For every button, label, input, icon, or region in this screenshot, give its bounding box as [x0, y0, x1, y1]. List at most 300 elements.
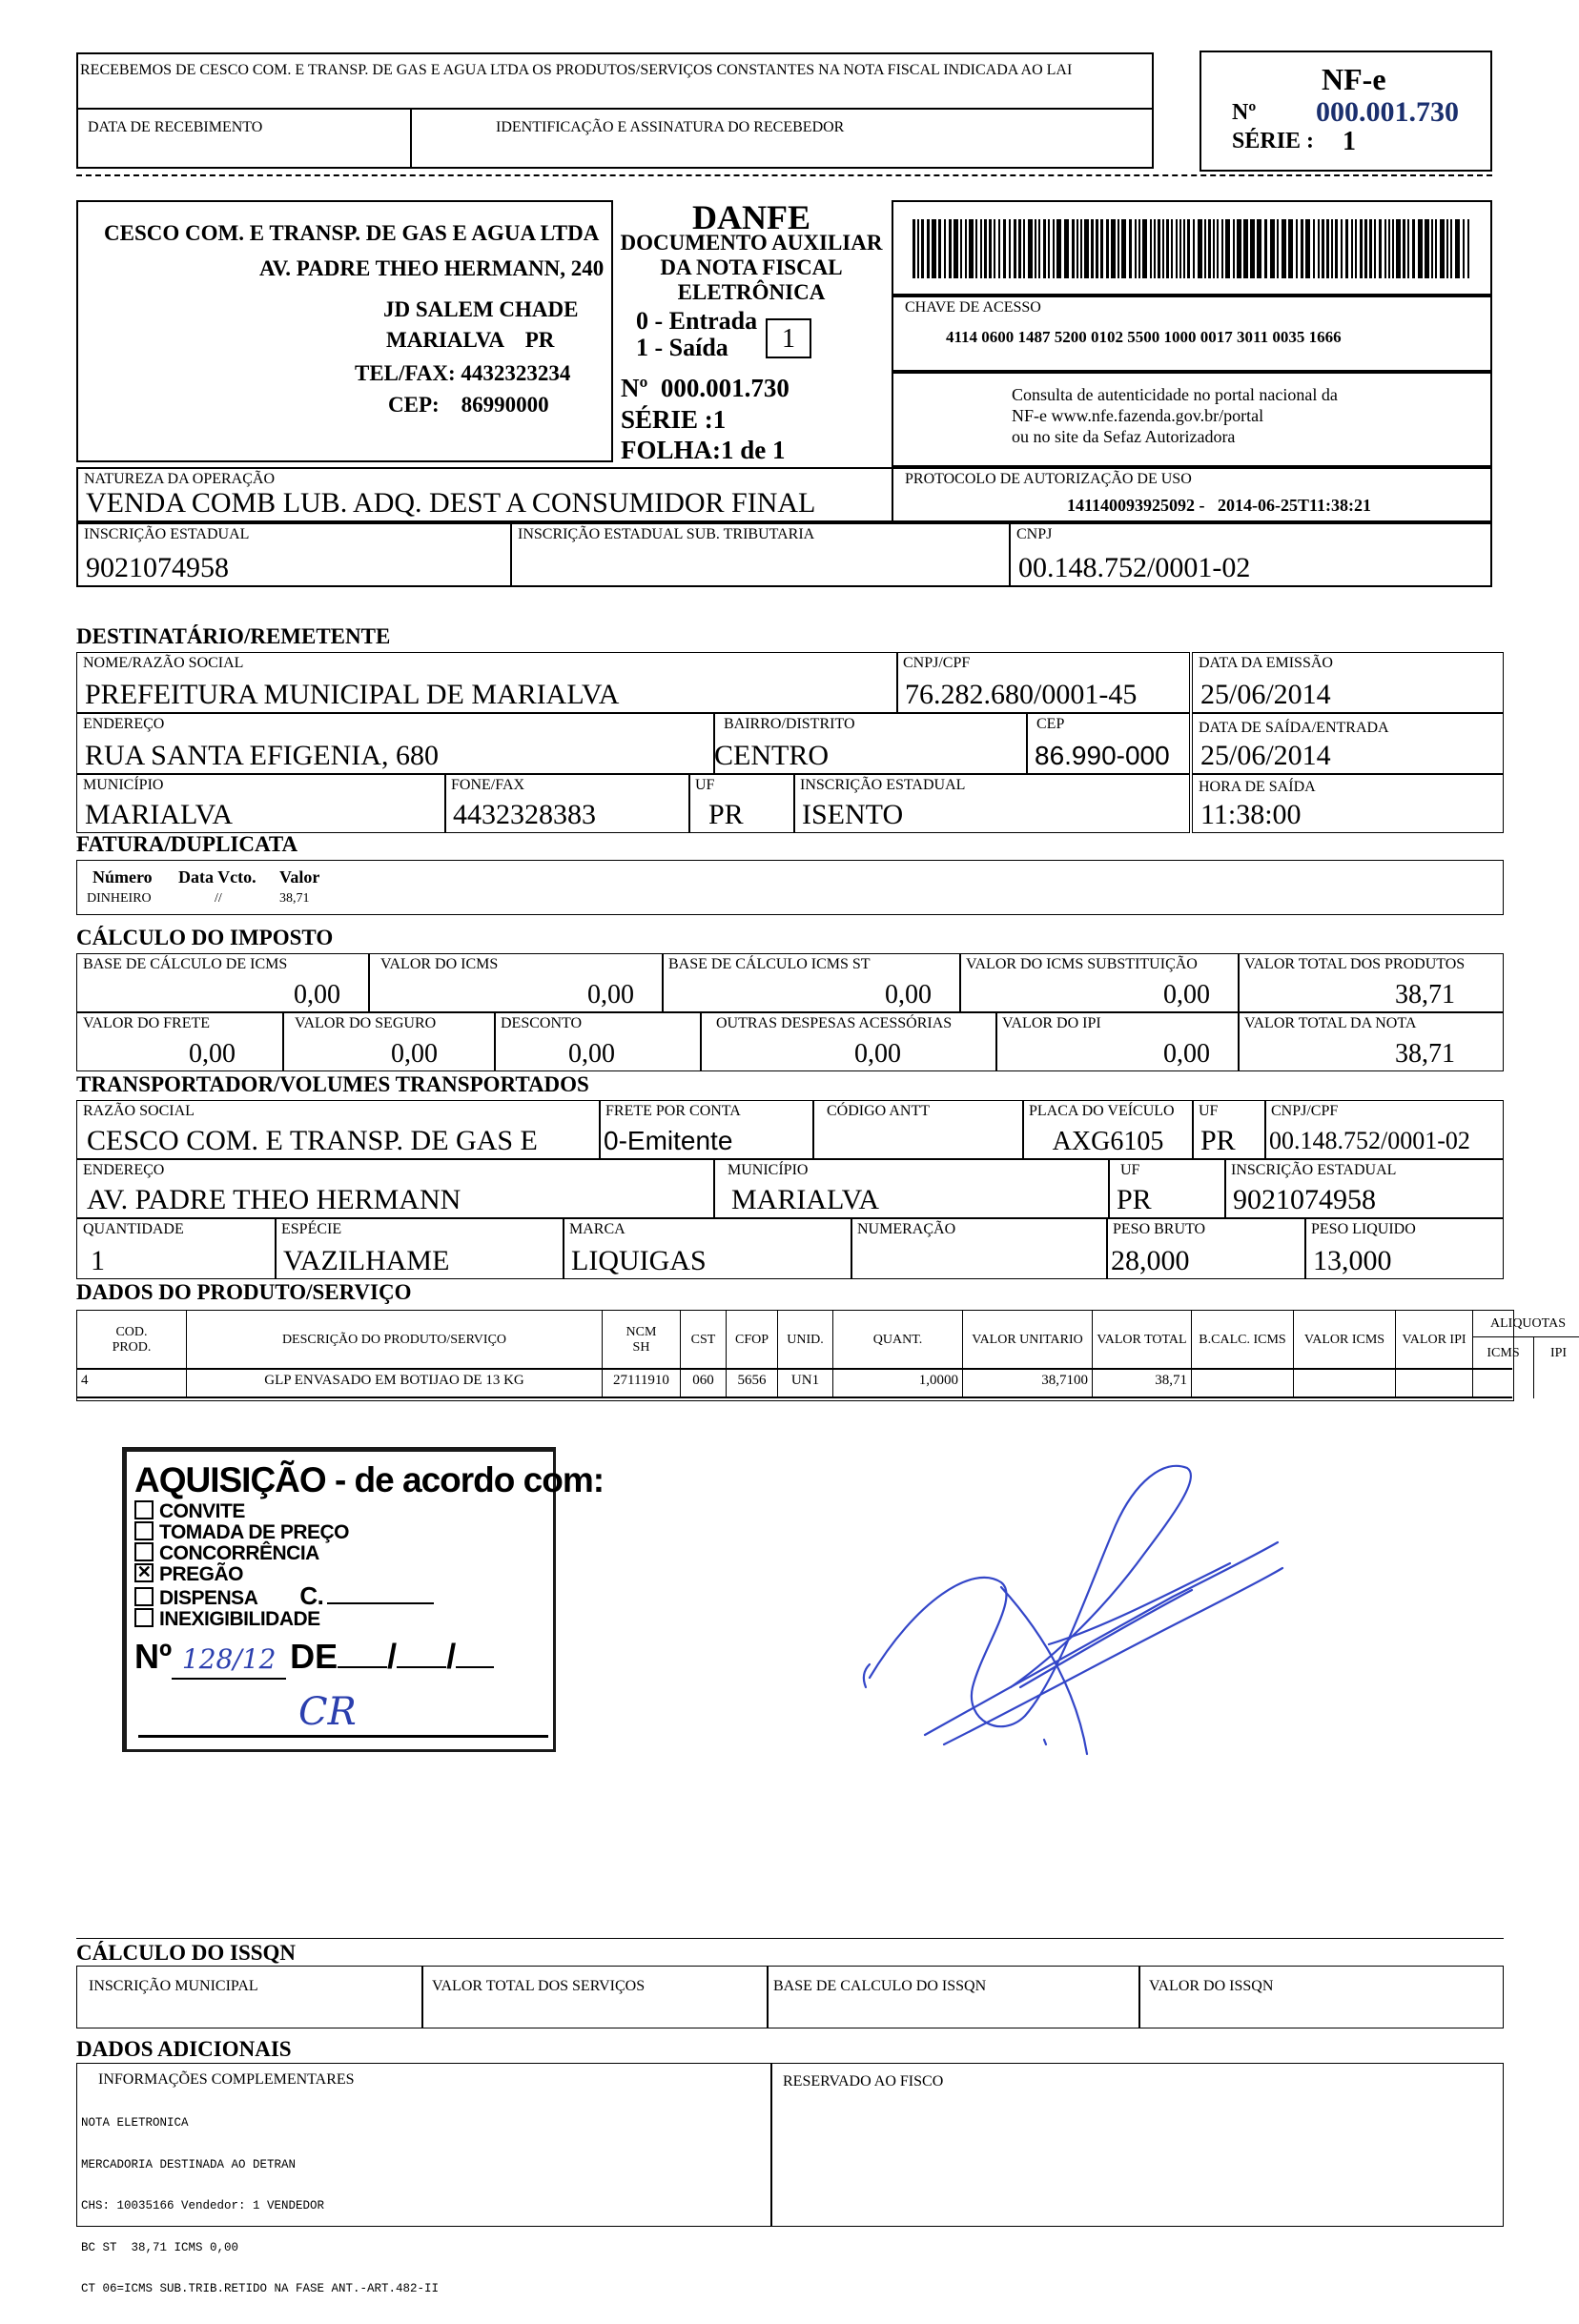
convite-checkbox-icon: [134, 1500, 154, 1519]
info-line: BC ST 38,71 ICMS 0,00: [81, 2240, 239, 2254]
barcode-bar: [1412, 219, 1415, 278]
row-code: 4: [77, 1370, 187, 1398]
products-total-field: [1238, 953, 1504, 1012]
carrier-address-field: [76, 1159, 715, 1218]
carrier-uf: PR: [1200, 1125, 1236, 1156]
icms-base-label: BASE DE CÁLCULO DE ICMS: [83, 956, 288, 972]
col-qty: QUANT.: [833, 1311, 963, 1370]
barcode-bar: [927, 219, 930, 278]
barcode-bar: [1431, 219, 1433, 278]
row-ncm: 27111910: [603, 1370, 681, 1398]
antt-label: CÓDIGO ANTT: [827, 1103, 930, 1119]
barcode-bar: [1056, 219, 1061, 278]
barcode-bar: [1467, 219, 1469, 278]
col-rate-icms: ICMS: [1473, 1337, 1534, 1370]
barcode-bar: [1135, 219, 1137, 278]
info-line: CHS: 10035166 Vendedor: 1 VENDEDOR: [81, 2199, 325, 2212]
nfe-series: 1: [1343, 127, 1356, 156]
net-weight-label: PESO LIQUIDO: [1311, 1221, 1416, 1237]
barcode-bar: [1250, 219, 1255, 278]
recipient-cnpj-field: [896, 652, 1190, 713]
issuer-phone: TEL/FAX: 4432323234: [355, 361, 571, 385]
carrier-address-label: ENDEREÇO: [83, 1162, 165, 1178]
recipient-name-label: NOME/RAZÃO SOCIAL: [83, 655, 244, 671]
table-row: [77, 1370, 1512, 1398]
col-ipi: VALOR IPI: [1396, 1311, 1473, 1370]
barcode-bar: [932, 219, 936, 278]
col-code: COD. PROD.: [77, 1311, 187, 1370]
icms-st-label: VALOR DO ICMS SUBSTITUIÇÃO: [966, 956, 1198, 972]
icms-field: [368, 953, 664, 1012]
barcode-bar: [1288, 219, 1293, 278]
net-weight-field: [1304, 1218, 1504, 1279]
additional-info-lines: [81, 2089, 439, 2324]
barcode-bar: [1364, 219, 1367, 278]
stamp-options: [134, 1501, 434, 1630]
nfe-number: 000.001.730: [1316, 96, 1459, 128]
carrier-city-field: [713, 1159, 1110, 1218]
issqn-services-field: [421, 1966, 769, 2028]
recipient-name: PREFEITURA MUNICIPAL DE MARIALVA: [85, 679, 620, 710]
carrier-ie-field: [1224, 1159, 1504, 1218]
row-rate-ipi: [1534, 1370, 1579, 1398]
barcode-bar: [1264, 219, 1267, 278]
barcode-bar: [1326, 219, 1329, 278]
barcode-bar: [1331, 219, 1333, 278]
recipient-address-field: [76, 713, 715, 774]
carrier-uf2: PR: [1117, 1184, 1152, 1215]
additional-section-title: DADOS ADICIONAIS: [76, 2037, 292, 2061]
barcode-bar: [1296, 219, 1298, 278]
plate-label: PLACA DO VEÍCULO: [1029, 1103, 1175, 1119]
recipient-uf-field: [688, 774, 795, 833]
barcode-bar: [1028, 219, 1033, 278]
barcode-bar: [975, 219, 977, 278]
protocol-label: PROTOCOLO DE AUTORIZAÇÃO DE USO: [905, 471, 1192, 487]
exit-time-label: HORA DE SAÍDA: [1199, 779, 1316, 795]
invoice-number-header: Número: [92, 867, 153, 887]
issuer-cep: CEP: 86990000: [388, 393, 549, 417]
inexigibilidade-checkbox-icon: [134, 1608, 154, 1627]
barcode-bar: [1018, 219, 1021, 278]
icms-st-base: 0,00: [885, 980, 932, 1009]
receipt-signature-label: IDENTIFICAÇÃO E ASSINATURA DO RECEBEDOR: [496, 119, 845, 135]
danfe-sheet: FOLHA:1 de 1: [621, 436, 786, 464]
col-unit: UNID.: [778, 1311, 833, 1370]
stamp-number-label: Nº: [134, 1637, 173, 1676]
exit-date-field: [1192, 713, 1504, 774]
volume-kind-field: [275, 1218, 564, 1279]
issuer-district: JD SALEM CHADE: [383, 297, 579, 321]
receipt-date-field[interactable]: [78, 110, 412, 167]
barcode-bar: [1440, 219, 1445, 278]
recipient-district-label: BAIRRO/DISTRITO: [724, 716, 855, 732]
exit-time-field: [1192, 774, 1504, 833]
insurance: 0,00: [391, 1039, 438, 1069]
products-total: 38,71: [1395, 980, 1455, 1009]
exit-time: 11:38:00: [1200, 799, 1302, 830]
recipient-uf: PR: [708, 799, 744, 830]
nature-value: VENDA COMB LUB. ADQ. DEST A CONSUMIDOR FINAL: [86, 487, 816, 519]
row-cfop: 5656: [727, 1370, 778, 1398]
barcode-bar: [1446, 219, 1448, 278]
discount-field: [494, 1012, 702, 1071]
barcode-bar: [1217, 219, 1219, 278]
danfe-subtitle-2: DA NOTA FISCAL: [660, 255, 843, 279]
nature-field: [76, 467, 894, 522]
row-ipi: [1396, 1370, 1473, 1398]
barcode-bar: [1084, 219, 1089, 278]
barcode-bar: [913, 219, 915, 278]
barcode-bar: [1187, 219, 1190, 278]
barcode-bar: [1407, 219, 1409, 278]
volume-brand-field: [563, 1218, 852, 1279]
carrier-uf-field: [1192, 1100, 1266, 1159]
barcode-bar: [938, 219, 941, 278]
icms-base-field: [76, 953, 370, 1012]
carrier-uf2-field: [1108, 1159, 1226, 1218]
barcode-bar: [1379, 219, 1382, 278]
reserved-box: [770, 2063, 1504, 2227]
danfe-subtitle-3: ELETRÔNICA: [677, 280, 826, 304]
barcode-bar: [1355, 219, 1357, 278]
barcode-bar: [1392, 219, 1394, 278]
volume-qty-field: [76, 1218, 277, 1279]
freight: 0,00: [189, 1039, 236, 1069]
barcode-bar: [1243, 219, 1248, 278]
col-icms: VALOR ICMS: [1294, 1311, 1396, 1370]
barcode-bar: [1341, 219, 1343, 278]
plate: AXG6105: [1052, 1127, 1164, 1156]
barcode-bar: [1176, 219, 1178, 278]
col-bc-icms: B.CALC. ICMS: [1192, 1311, 1294, 1370]
barcode-bar: [921, 219, 924, 278]
barcode-bar: [1396, 219, 1401, 278]
barcode-bar: [998, 219, 1000, 278]
danfe-block: [613, 200, 890, 467]
access-key-label: CHAVE DE ACESSO: [905, 299, 1041, 316]
barcode-bar: [1154, 219, 1156, 278]
barcode-bar: [1009, 219, 1011, 278]
recipient-phone-field: [444, 774, 690, 833]
volume-numbering-field: [851, 1218, 1108, 1279]
volume-brand-label: MARCA: [569, 1221, 625, 1237]
recipient-cep: 86.990-000: [1035, 741, 1170, 770]
gross-weight-field: [1106, 1218, 1306, 1279]
row-cst: 060: [681, 1370, 727, 1398]
other-expenses-field: [700, 1012, 997, 1071]
barcode-bar: [989, 219, 992, 278]
recipient-uf-label: UF: [695, 777, 715, 793]
issuer-box: [76, 200, 613, 462]
carrier-name-field: [76, 1100, 601, 1159]
ipi: 0,00: [1163, 1039, 1210, 1069]
reserved-label: RESERVADO AO FISCO: [783, 2073, 944, 2090]
nfe-number-label: Nº: [1232, 100, 1257, 125]
barcode-bar: [1150, 219, 1152, 278]
barcode-bar: [1351, 219, 1353, 278]
checked-checkbox-icon: ✕: [134, 1563, 154, 1582]
danfe-number: Nº 000.001.730: [621, 374, 790, 402]
icms-label: VALOR DO ICMS: [380, 956, 499, 972]
barcode-bar: [1318, 219, 1320, 278]
other-expenses: 0,00: [854, 1039, 901, 1069]
recipient-ie: ISENTO: [802, 799, 904, 830]
issuer-cnpj-field: [1009, 522, 1492, 587]
recipient-ie-field: [793, 774, 1190, 833]
barcode-bar: [1225, 219, 1230, 278]
barcode-bar: [1270, 219, 1275, 278]
barcode-bar: [965, 219, 967, 278]
issqn-base-label: BASE DE CALCULO DO ISSQN: [773, 1978, 987, 1994]
issuer-ie-field: [76, 522, 512, 587]
invoice-due: //: [215, 891, 222, 906]
barcode-bar: [1208, 219, 1211, 278]
barcode-bar: [1043, 219, 1046, 278]
carrier-cnpj: 00.148.752/0001-02: [1269, 1127, 1470, 1154]
barcode-bar: [1388, 219, 1390, 278]
barcode-bar: [1100, 219, 1103, 278]
invoice-value-header: Valor: [279, 867, 320, 887]
carrier-cnpj-label: CNPJ/CPF: [1271, 1103, 1339, 1119]
info-line: NOTA ELETRONICA: [81, 2116, 189, 2130]
invoice-box: [76, 860, 1504, 915]
recipient-phone-label: FONE/FAX: [451, 777, 525, 793]
recipient-city-field: [76, 774, 446, 833]
danfe-entry: 0 - Entrada: [636, 307, 758, 335]
other-expenses-label: OUTRAS DESPESAS ACESSÓRIAS: [716, 1015, 953, 1031]
protocol-field: [892, 467, 1492, 522]
barcode-bar: [969, 219, 974, 278]
col-rates: ALIQUOTAS: [1473, 1311, 1579, 1337]
danfe-exit: 1 - Saída: [636, 334, 728, 361]
barcode-bar: [1072, 219, 1075, 278]
stamp-option-inexigibilidade: INEXIGIBILIDADE: [134, 1609, 434, 1630]
freight-label: VALOR DO FRETE: [83, 1015, 211, 1031]
barcode-bar: [1183, 219, 1185, 278]
recipient-city: MARIALVA: [85, 799, 234, 830]
barcode-bar: [980, 219, 982, 278]
barcode-bar: [1111, 219, 1116, 278]
barcode-bar: [1435, 219, 1437, 278]
icms-st-base-label: BASE DE CÁLCULO ICMS ST: [668, 956, 871, 972]
volume-brand: LIQUIGAS: [571, 1245, 707, 1276]
issqn-im-label: INSCRIÇÃO MUNICIPAL: [89, 1978, 258, 1994]
barcode-bar: [1193, 219, 1195, 278]
concorrencia-checkbox-icon: [134, 1542, 154, 1561]
barcode-bar: [1142, 219, 1147, 278]
icms: 0,00: [587, 980, 634, 1009]
barcode-bar: [1166, 219, 1169, 278]
barcode-bar: [1204, 219, 1206, 278]
barcode-bar: [1158, 219, 1160, 278]
barcode-bar: [1080, 219, 1082, 278]
exit-date-label: DATA DE SAÍDA/ENTRADA: [1199, 720, 1389, 736]
products-total-label: VALOR TOTAL DOS PRODUTOS: [1244, 956, 1466, 972]
barcode-bar: [1118, 219, 1119, 278]
consult-line-2: NF-e www.nfe.fazenda.gov.br/portal: [1012, 406, 1264, 425]
stamp-signature-line: [138, 1735, 548, 1738]
nfe-title: NF-e: [1322, 62, 1386, 96]
insurance-field: [282, 1012, 496, 1071]
gross-weight: 28,000: [1111, 1245, 1190, 1276]
recipient-district-field: [713, 713, 1028, 774]
carrier-cnpj-field: [1264, 1100, 1504, 1159]
col-cst: CST: [681, 1311, 727, 1370]
volume-qty: 1: [91, 1245, 105, 1276]
barcode-bar: [994, 219, 995, 278]
barcode-bar: [1313, 219, 1315, 278]
acquisition-stamp: [122, 1447, 605, 1752]
barcode-box: [892, 200, 1492, 296]
carrier-name: CESCO COM. E TRANSP. DE GAS E: [87, 1125, 538, 1156]
col-unit-value: VALOR UNITARIO: [963, 1311, 1093, 1370]
carrier-city-label: MUNICÍPIO: [728, 1162, 809, 1178]
tax-section-title: CÁLCULO DO IMPOSTO: [76, 926, 334, 949]
barcode-bar: [1335, 219, 1338, 278]
barcode-bar: [1277, 219, 1279, 278]
barcode-bar: [944, 219, 946, 278]
row-unit-value: 38,7100: [963, 1370, 1093, 1398]
issuer-name: CESCO COM. E TRANSP. DE GAS E AGUA LTDA: [104, 221, 600, 245]
row-qty: 1,0000: [833, 1370, 963, 1398]
freight-mode-field: [599, 1100, 814, 1159]
volume-qty-label: QUANTIDADE: [83, 1221, 184, 1237]
row-icms: [1294, 1370, 1396, 1398]
issqn-section-title: CÁLCULO DO ISSQN: [76, 1941, 297, 1965]
barcode-bar: [1053, 219, 1055, 278]
danfe-type-box: 1: [766, 318, 811, 358]
barcode-bar: [1305, 219, 1310, 278]
barcode-bar: [1384, 219, 1386, 278]
danfe-subtitle-1: DOCUMENTO AUXILIAR: [620, 231, 883, 255]
col-desc: DESCRIÇÃO DO PRODUTO/SERVIÇO: [187, 1311, 603, 1370]
invoice-number: DINHEIRO: [87, 891, 152, 906]
barcode-bar: [1121, 219, 1126, 278]
barcode-bar: [917, 219, 919, 278]
issuer-cnpj-value: 00.148.752/0001-02: [1018, 552, 1251, 583]
barcode-bar: [1463, 219, 1465, 278]
receipt-statement: RECEBEMOS DE CESCO COM. E TRANSP. DE GAS E AGUA LTDA OS PRODUTOS/SERVIÇOS CONSTANTES NA NOTA FISCAL INDICADA AO LAI: [78, 54, 1152, 110]
stamp-option-dispensa: DISPENSA C.: [134, 1585, 434, 1609]
discount: 0,00: [568, 1039, 615, 1069]
issuer-ie-st-label: INSCRIÇÃO ESTADUAL SUB. TRIBUTARIA: [518, 526, 815, 542]
emission-date-label: DATA DA EMISSÃO: [1199, 655, 1333, 671]
issuer-cnpj-label: CNPJ: [1016, 526, 1053, 542]
volume-numbering-label: NUMERAÇÃO: [857, 1221, 956, 1237]
emission-date-field: [1192, 652, 1504, 713]
access-key-box: [892, 296, 1492, 372]
discount-label: DESCONTO: [501, 1015, 583, 1031]
icms-base: 0,00: [294, 980, 340, 1009]
barcode-bar: [1048, 219, 1050, 278]
barcode-bar: [1425, 219, 1429, 278]
info-line: MERCADORIA DESTINADA AO DETRAN: [81, 2157, 297, 2171]
receipt-signature-field[interactable]: [412, 110, 1152, 167]
carrier-uf-label: UF: [1199, 1103, 1219, 1119]
recipient-district: CENTRO: [714, 740, 829, 771]
icms-st-field: [959, 953, 1240, 1012]
additional-info-label: INFORMAÇÕES COMPLEMENTARES: [98, 2071, 355, 2088]
stamp-option-pregao: ✕ PREGÃO: [134, 1564, 434, 1585]
danfe-title: DANFE: [692, 198, 810, 236]
issuer-ie-st-field: [510, 522, 1011, 587]
consult-line-3: ou no site da Sefaz Autorizadora: [1012, 427, 1236, 446]
info-line: CT 06=ICMS SUB.TRIB.RETIDO NA FASE ANT.-ART.482-II: [81, 2282, 440, 2295]
insurance-label: VALOR DO SEGURO: [295, 1015, 437, 1031]
col-ncm: NCM SH: [603, 1311, 681, 1370]
barcode-bar: [1035, 219, 1036, 278]
additional-info-box: [76, 2063, 772, 2295]
protocol-value: 141140093925092 - 2014-06-25T11:38:21: [1067, 496, 1371, 515]
exit-date: 25/06/2014: [1200, 740, 1331, 771]
issuer-ie-value: 9021074958: [86, 552, 229, 583]
volume-kind-label: ESPÉCIE: [281, 1221, 342, 1237]
barcode-bar: [1403, 219, 1405, 278]
recipient-phone: 4432328383: [453, 799, 596, 830]
row-desc: GLP ENVASADO EM BOTIJAO DE 13 KG: [187, 1370, 603, 1398]
icms-st: 0,00: [1163, 980, 1210, 1009]
col-total: VALOR TOTAL: [1093, 1311, 1192, 1370]
nature-label: NATUREZA DA OPERAÇÃO: [84, 471, 276, 487]
recipient-cnpj: 76.282.680/0001-45: [905, 679, 1138, 710]
recipient-ie-label: INSCRIÇÃO ESTADUAL: [800, 777, 966, 793]
recipient-section-title: DESTINATÁRIO/REMETENTE: [76, 624, 391, 648]
recipient-address-label: ENDEREÇO: [83, 716, 165, 732]
barcode-bar: [1162, 219, 1164, 278]
carrier-address: AV. PADRE THEO HERMANN: [87, 1184, 461, 1215]
barcode: [913, 219, 1475, 278]
consult-line-1: Consulta de autenticidade no portal nacional da: [1012, 385, 1338, 404]
recipient-cep-label: CEP: [1036, 716, 1065, 732]
carrier-city: MARIALVA: [731, 1184, 880, 1215]
barcode-bar: [949, 219, 952, 278]
carrier-uf2-label: UF: [1120, 1162, 1140, 1178]
ipi-field: [995, 1012, 1240, 1071]
barcode-bar: [1171, 219, 1173, 278]
issqn-value-label: VALOR DO ISSQN: [1149, 1978, 1274, 1994]
invoice-due-header: Data Vcto.: [178, 867, 256, 887]
barcode-bar: [1023, 219, 1025, 278]
barcode-bar: [1014, 219, 1016, 278]
products-table: [76, 1310, 1568, 1401]
ipi-label: VALOR DO IPI: [1002, 1015, 1101, 1031]
receipt-date-label: DATA DE RECEBIMENTO: [88, 119, 263, 135]
issqn-rule: [76, 1938, 1504, 1939]
barcode-bar: [1450, 219, 1452, 278]
carrier-name-label: RAZÃO SOCIAL: [83, 1103, 195, 1119]
issuer-address: AV. PADRE THEO HERMANN, 240: [259, 256, 605, 280]
issqn-services-label: VALOR TOTAL DOS SERVIÇOS: [432, 1978, 646, 1994]
net-weight: 13,000: [1313, 1245, 1392, 1276]
emission-date: 25/06/2014: [1200, 679, 1331, 710]
carrier-ie-label: INSCRIÇÃO ESTADUAL: [1231, 1162, 1397, 1178]
issuer-city: MARIALVA PR: [386, 328, 555, 352]
recipient-city-label: MUNICÍPIO: [83, 777, 164, 793]
barcode-bar: [960, 219, 962, 278]
danfe-series: SÉRIE :1: [621, 405, 727, 434]
barcode-bar: [1179, 219, 1181, 278]
consult-box: [892, 372, 1492, 467]
barcode-bar: [1418, 219, 1423, 278]
icms-st-base-field: [662, 953, 961, 1012]
access-key: 4114 0600 1487 5200 0102 5500 1000 0017 3011 0035 1666: [946, 328, 1342, 346]
barcode-bar: [1038, 219, 1040, 278]
tomada-checkbox-icon: [134, 1521, 154, 1540]
stamp-title: AQUISIÇÃO - de acordo com:: [134, 1460, 605, 1499]
gross-weight-label: PESO BRUTO: [1113, 1221, 1206, 1237]
barcode-bar: [1096, 219, 1098, 278]
